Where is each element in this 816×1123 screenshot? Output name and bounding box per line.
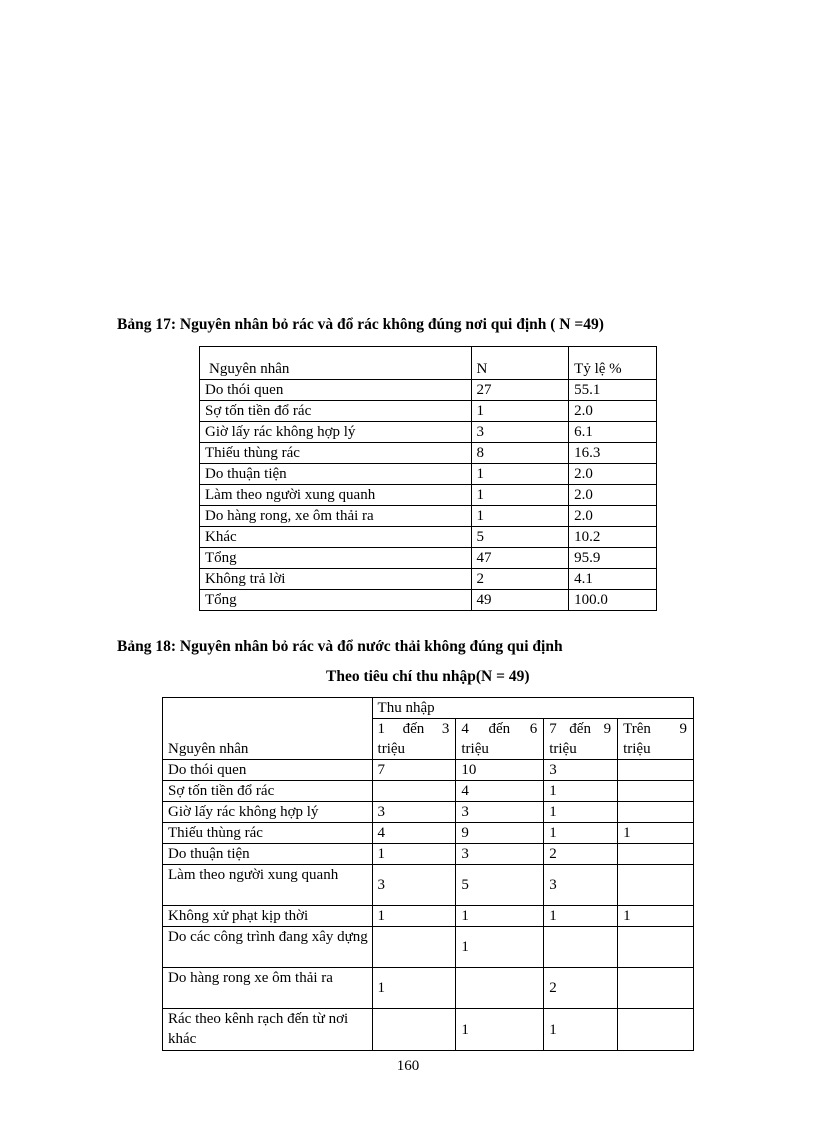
table17-row	[200, 401, 657, 422]
table18-value-cell	[372, 1009, 456, 1051]
table18-row	[163, 844, 694, 865]
table18-value-cell	[618, 760, 694, 781]
table17-caption: Bảng 17: Nguyên nhân bỏ rác và đổ rác không đúng nơi qui định ( N =49)	[117, 316, 604, 333]
table17-cell: 8	[471, 443, 569, 464]
table18-col-header: 4 đến 6 triệu	[456, 719, 544, 760]
table17-cell: 1	[471, 485, 569, 506]
table18-value-cell: 3	[544, 760, 618, 781]
table18-value-cell: 1	[544, 802, 618, 823]
table17-cell: 100.0	[569, 590, 657, 611]
table17-cell: 5	[471, 527, 569, 548]
table18-value-cell: 1	[618, 906, 694, 927]
table17-cell: Sợ tốn tiền đổ rác	[200, 401, 472, 422]
table17-cell: 49	[471, 590, 569, 611]
table17-cell: 2.0	[569, 464, 657, 485]
table17-cell: 47	[471, 548, 569, 569]
table18-row	[163, 865, 694, 906]
table17-header-cell: N	[471, 347, 569, 380]
table18-value-cell: 2	[544, 844, 618, 865]
table17-row	[200, 443, 657, 464]
table18-value-cell	[372, 781, 456, 802]
table18-reason-cell: Giờ lấy rác không hợp lý	[163, 802, 373, 823]
table18-row	[163, 802, 694, 823]
table18-col-header: 7 đến 9 triệu	[544, 719, 618, 760]
table18-reason-cell: Làm theo người xung quanh	[163, 865, 373, 906]
table17-cell: 2.0	[569, 401, 657, 422]
table17-row	[200, 422, 657, 443]
table17-cell: Thiếu thùng rác	[200, 443, 472, 464]
table18-reason-cell: Do các công trình đang xây dựng	[163, 927, 373, 968]
table18-row	[163, 906, 694, 927]
table18-reason-cell: Do thói quen	[163, 760, 373, 781]
table18	[162, 697, 694, 1051]
table18-caption: Bảng 18: Nguyên nhân bỏ rác và đổ nước thải không đúng qui định	[117, 638, 563, 655]
table18-value-cell: 5	[456, 865, 544, 906]
table18-row-header: Nguyên nhân	[163, 698, 373, 760]
table18-value-cell: 3	[544, 865, 618, 906]
table18-value-cell: 1	[456, 1009, 544, 1051]
table18-subcaption: Theo tiêu chí thu nhập(N = 49)	[326, 668, 530, 685]
table18-value-cell	[372, 927, 456, 968]
table17-cell: Tổng	[200, 548, 472, 569]
table17-row	[200, 590, 657, 611]
table18-reason-cell: Do thuận tiện	[163, 844, 373, 865]
table18-value-cell: 7	[372, 760, 456, 781]
table17-cell: 10.2	[569, 527, 657, 548]
table18-row	[163, 760, 694, 781]
table17-cell: 4.1	[569, 569, 657, 590]
table18-value-cell: 9	[456, 823, 544, 844]
table18-value-cell: 3	[456, 802, 544, 823]
page-number: 160	[396, 1058, 420, 1074]
table17-cell: 55.1	[569, 380, 657, 401]
table17-cell: 27	[471, 380, 569, 401]
table17-cell: 1	[471, 401, 569, 422]
table17-header-cell: Nguyên nhân	[200, 347, 472, 380]
table17-cell: Giờ lấy rác không hợp lý	[200, 422, 472, 443]
table17-cell: 1	[471, 464, 569, 485]
table18-value-cell	[618, 781, 694, 802]
table17-row	[200, 506, 657, 527]
table17-cell: 2	[471, 569, 569, 590]
table18-value-cell	[618, 968, 694, 1009]
table18-value-cell: 1	[618, 823, 694, 844]
table18-value-cell: 1	[544, 906, 618, 927]
table17-cell: Làm theo người xung quanh	[200, 485, 472, 506]
table18-value-cell: 1	[372, 844, 456, 865]
table17-cell: 16.3	[569, 443, 657, 464]
table17-cell: 2.0	[569, 506, 657, 527]
table18-col-header: Trên 9 triệu	[618, 719, 694, 760]
table17-row	[200, 527, 657, 548]
table18-value-cell: 10	[456, 760, 544, 781]
table18-value-cell: 1	[544, 781, 618, 802]
table18-col-header: 1 đến 3 triệu	[372, 719, 456, 760]
table17-cell: Do thuận tiện	[200, 464, 472, 485]
table17-cell: Tổng	[200, 590, 472, 611]
table17-cell: Khác	[200, 527, 472, 548]
table18-reason-cell: Thiếu thùng rác	[163, 823, 373, 844]
table18-row	[163, 1009, 694, 1051]
table18-reason-cell: Không xử phạt kịp thời	[163, 906, 373, 927]
table17-header-row	[200, 347, 657, 380]
table18-value-cell: 1	[372, 968, 456, 1009]
table18-value-cell	[618, 865, 694, 906]
table17-row	[200, 485, 657, 506]
table17-cell: 2.0	[569, 485, 657, 506]
table17-cell: Do hàng rong, xe ôm thải ra	[200, 506, 472, 527]
table18-value-cell: 3	[372, 865, 456, 906]
table18-row	[163, 927, 694, 968]
table17-cell: 6.1	[569, 422, 657, 443]
table18-value-cell: 4	[372, 823, 456, 844]
table18-value-cell: 1	[544, 1009, 618, 1051]
table18-value-cell: 1	[456, 906, 544, 927]
table18-value-cell	[544, 927, 618, 968]
table18-reason-cell: Rác theo kênh rạch đến từ nơi khác	[163, 1009, 373, 1051]
table17-row	[200, 569, 657, 590]
table18-value-cell: 3	[456, 844, 544, 865]
table18-value-cell: 2	[544, 968, 618, 1009]
table18-value-cell	[456, 968, 544, 1009]
table18-value-cell	[618, 1009, 694, 1051]
table18-value-cell: 3	[372, 802, 456, 823]
table18-row	[163, 823, 694, 844]
table17-cell: 95.9	[569, 548, 657, 569]
table17-header-cell: Tỷ lệ %	[569, 347, 657, 380]
table18-row	[163, 781, 694, 802]
table17-row	[200, 548, 657, 569]
table18-value-cell	[618, 927, 694, 968]
table18-reason-cell: Sợ tốn tiền đổ rác	[163, 781, 373, 802]
table18-value-cell	[618, 844, 694, 865]
table17-cell: Không trả lời	[200, 569, 472, 590]
table18-reason-cell: Do hàng rong xe ôm thải ra	[163, 968, 373, 1009]
table17	[199, 346, 657, 611]
table18-value-cell: 4	[456, 781, 544, 802]
table18-row	[163, 968, 694, 1009]
table18-value-cell	[618, 802, 694, 823]
table17-cell: Do thói quen	[200, 380, 472, 401]
table17-cell: 3	[471, 422, 569, 443]
table17-row	[200, 464, 657, 485]
table18-group-header: Thu nhập	[372, 698, 693, 719]
table18-value-cell: 1	[544, 823, 618, 844]
table18-value-cell: 1	[372, 906, 456, 927]
table18-value-cell: 1	[456, 927, 544, 968]
table17-cell: 1	[471, 506, 569, 527]
table17-row	[200, 380, 657, 401]
